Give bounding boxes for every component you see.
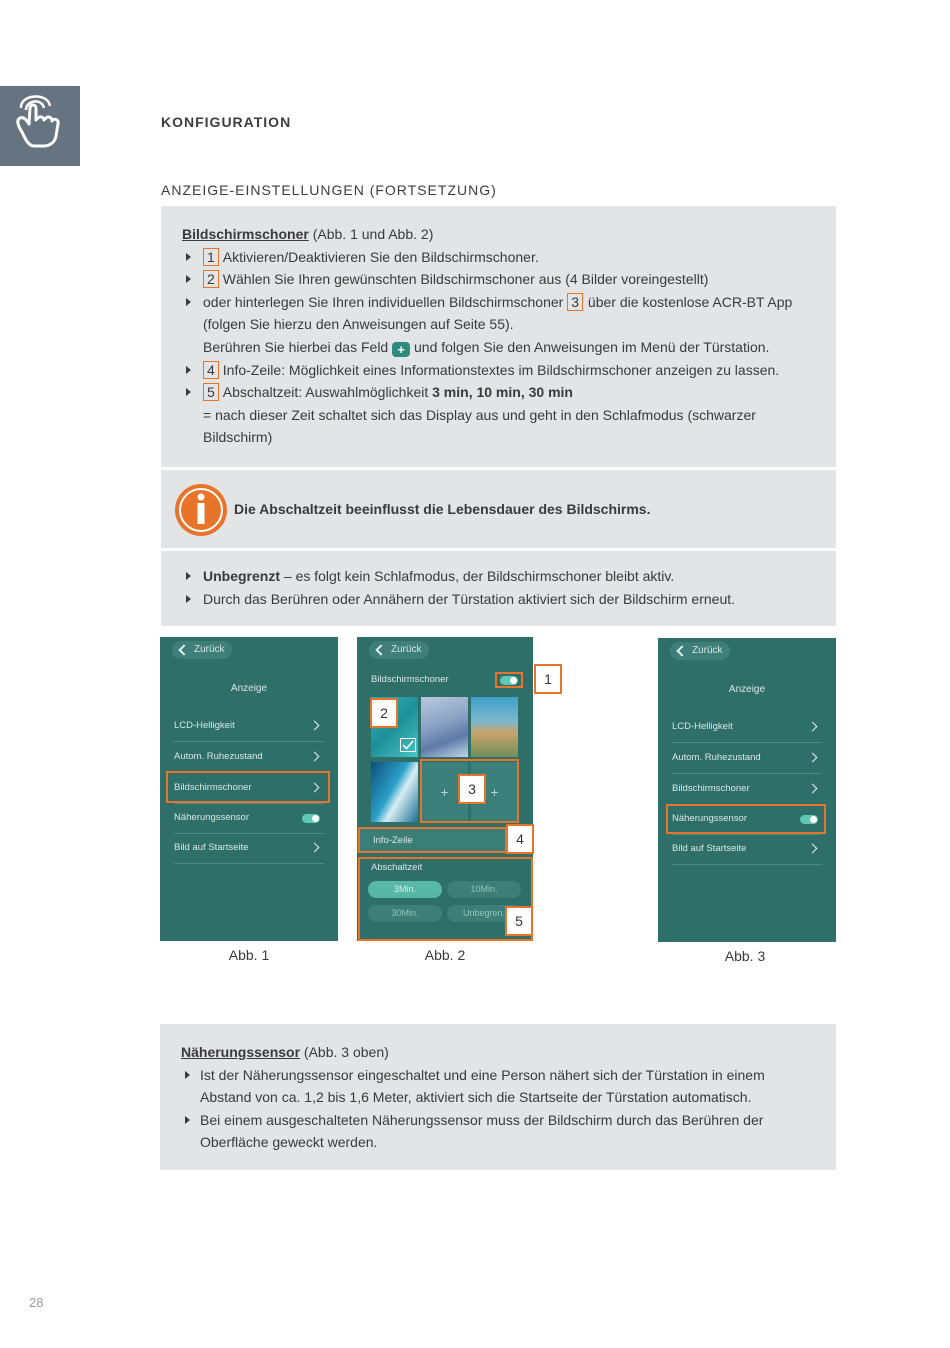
menu-item-label: Autom. Ruhezustand — [672, 752, 761, 763]
caption-abb-3: Abb. 3 — [724, 948, 766, 964]
back-label: Zurück — [391, 644, 422, 655]
menu-item-label: Näherungssensor — [672, 813, 747, 824]
list-item-text: Bei einem ausgeschalteten Näherungssensor muss der Bildschirm durch das Berühren der — [200, 1111, 764, 1128]
touch-hand-icon — [0, 86, 80, 166]
highlight-frame — [495, 672, 523, 688]
list-item — [182, 381, 815, 404]
menu-item-label: LCD-Helligkeit — [672, 721, 733, 732]
chevron-right-icon — [808, 844, 818, 854]
plus-icon: + — [392, 342, 410, 357]
list-item — [182, 268, 815, 291]
caption-abb-1: Abb. 1 — [228, 947, 270, 963]
menu-item[interactable] — [672, 834, 822, 865]
back-label: Zurück — [692, 645, 723, 656]
list-item-bold: Unbegrenzt — [203, 568, 280, 584]
list-item — [182, 588, 815, 611]
list-item — [182, 359, 815, 382]
list-item-text: Durch das Berühren oder Annähern der Türstation aktiviert sich der Bildschirm erneut. — [203, 590, 736, 607]
sensor-title-suffix: (Abb. 3 oben) — [300, 1044, 389, 1060]
subheading: ANZEIGE-EINSTELLUNGEN (FORTSETZUNG) — [161, 182, 497, 198]
chevron-right-icon — [310, 721, 320, 731]
list-item-continuation: Oberfläche geweckt werden. — [200, 1134, 378, 1151]
menu-item-label: Bildschirmschoner — [672, 783, 750, 794]
screensaver-heading — [182, 223, 815, 246]
list-item-text: oder hinterlegen Sie Ihren individuellen Bildschirmschoner — [203, 293, 568, 310]
menu-item-label: Autom. Ruhezustand — [174, 751, 263, 762]
list-item-continuation — [182, 336, 815, 359]
chevron-right-icon — [808, 784, 818, 794]
sensor-title: Näherungssensor — [181, 1044, 301, 1060]
info-icon — [173, 482, 229, 538]
chevron-left-icon — [178, 644, 189, 655]
menu-item[interactable] — [672, 712, 822, 743]
list-item-continuation: (folgen Sie hierzu den Anweisungen auf Seite 55). — [203, 316, 514, 333]
list-item — [182, 565, 815, 588]
list-item-text: Berühren Sie hierbei das Feld — [203, 338, 393, 355]
screenshot-abb-2 — [357, 637, 533, 941]
timeout-option-selected[interactable]: 3Min. — [368, 881, 442, 898]
menu-item-label: LCD-Helligkeit — [174, 720, 235, 731]
list-item-text: Ist der Näherungssensor eingeschaltet und eine Person nähert sich der Türstation in einem — [200, 1066, 765, 1083]
sensor-box — [160, 1024, 836, 1170]
callout-label: 4 — [506, 824, 534, 854]
list-item-text: Info-Zeile: Möglichkeit eines Informationstextes im Bildschirmschoner anzeigen zu lassen. — [222, 361, 780, 378]
sensor-heading — [181, 1041, 815, 1064]
screen-title: Anzeige — [230, 683, 268, 694]
menu-item[interactable] — [174, 833, 324, 864]
menu-item[interactable] — [672, 743, 822, 774]
timeout-option[interactable]: 30Min. — [368, 905, 442, 922]
menu-item-label: Bild auf Startseite — [672, 843, 747, 854]
page-number: 28 — [29, 1295, 44, 1310]
add-thumbnail-slot[interactable]: + — [421, 762, 468, 822]
screensaver-title-suffix: (Abb. 1 und Abb. 2) — [308, 226, 434, 242]
timeout-option[interactable]: 10Min. — [447, 881, 521, 898]
callout-number: 1 — [203, 248, 219, 266]
menu-item-label: Bildschirmschoner — [174, 782, 252, 793]
chevron-right-icon — [310, 843, 320, 853]
chevron-left-icon — [676, 645, 687, 656]
callout-label: 5 — [505, 906, 533, 936]
menu-item-label: Näherungssensor — [174, 812, 249, 823]
menu-item[interactable] — [174, 803, 324, 834]
back-button[interactable] — [670, 642, 730, 660]
back-label: Zurück — [194, 644, 225, 655]
chevron-right-icon — [310, 752, 320, 762]
section-title: KONFIGURATION — [161, 114, 292, 130]
list-item-text: und folgen Sie den Anweisungen im Menü der Türstation. — [410, 338, 770, 355]
info-box — [161, 470, 836, 548]
screensaver-label: Bildschirmschoner — [371, 674, 449, 685]
screensaver-box — [161, 206, 836, 467]
chapter-tab — [0, 86, 80, 166]
chevron-right-icon — [808, 753, 818, 763]
list-item-continuation: Abstand von ca. 1,2 bis 1,6 Meter, aktiviert sich die Startseite der Türstation automatisch. — [200, 1089, 752, 1106]
chevron-left-icon — [375, 644, 386, 655]
callout-label: 2 — [370, 698, 398, 728]
highlight-frame — [666, 804, 826, 834]
timeout-label: Abschaltzeit — [371, 862, 423, 873]
info-line-label: Info-Zeile — [373, 835, 413, 846]
callout-number: 5 — [203, 383, 219, 401]
screenshot-abb-3 — [658, 638, 836, 942]
add-thumbnail-slot[interactable]: + — [471, 762, 518, 822]
list-item-text: Aktivieren/Deaktivieren Sie den Bildschirmschoner. — [222, 248, 539, 265]
unlimited-box — [161, 551, 836, 626]
screen-title: Anzeige — [728, 684, 766, 695]
list-item-text: – es folgt kein Schlafmodus, der Bildschirmschoner bleibt aktiv. — [280, 568, 675, 584]
menu-item[interactable] — [174, 711, 324, 742]
menu-item[interactable] — [174, 742, 324, 773]
back-button[interactable] — [172, 641, 232, 659]
list-item — [181, 1064, 815, 1087]
callout-number: 4 — [203, 361, 219, 379]
list-item-text: Abschaltzeit: Auswahlmöglichkeit — [222, 384, 433, 401]
list-item-text: Wählen Sie Ihren gewünschten Bildschirmschoner aus (4 Bilder voreingestellt) — [222, 271, 709, 288]
menu-item[interactable] — [672, 774, 822, 805]
screenshot-abb-1 — [160, 637, 338, 941]
callout-number: 2 — [203, 270, 219, 288]
toggle-switch[interactable] — [302, 814, 320, 823]
back-button[interactable] — [369, 641, 429, 659]
screensaver-title: Bildschirmschoner — [182, 226, 309, 242]
list-item — [181, 1109, 815, 1132]
callout-number: 3 — [567, 293, 583, 311]
highlight-frame — [358, 827, 507, 853]
list-item — [182, 246, 815, 269]
menu-item-label: Bild auf Startseite — [174, 842, 249, 853]
list-item-text: über die kostenlose ACR-BT App — [584, 293, 793, 310]
timeout-options-text: 3 min, 10 min, 30 min — [432, 384, 573, 401]
callout-label: 3 — [458, 774, 486, 804]
info-text: Die Abschaltzeit beeinflusst die Lebensdauer des Bildschirms. — [234, 501, 651, 517]
list-item-continuation: Bildschirm) — [203, 429, 273, 446]
caption-abb-2: Abb. 2 — [424, 947, 466, 963]
highlight-frame — [166, 771, 330, 803]
list-item-continuation: = nach dieser Zeit schaltet sich das Display aus und geht in den Schlafmodus (schwarzer — [203, 406, 756, 423]
list-item — [182, 291, 815, 314]
timeout-option[interactable]: Unbegren. — [447, 905, 521, 922]
chevron-right-icon — [808, 722, 818, 732]
callout-label: 1 — [534, 664, 562, 694]
